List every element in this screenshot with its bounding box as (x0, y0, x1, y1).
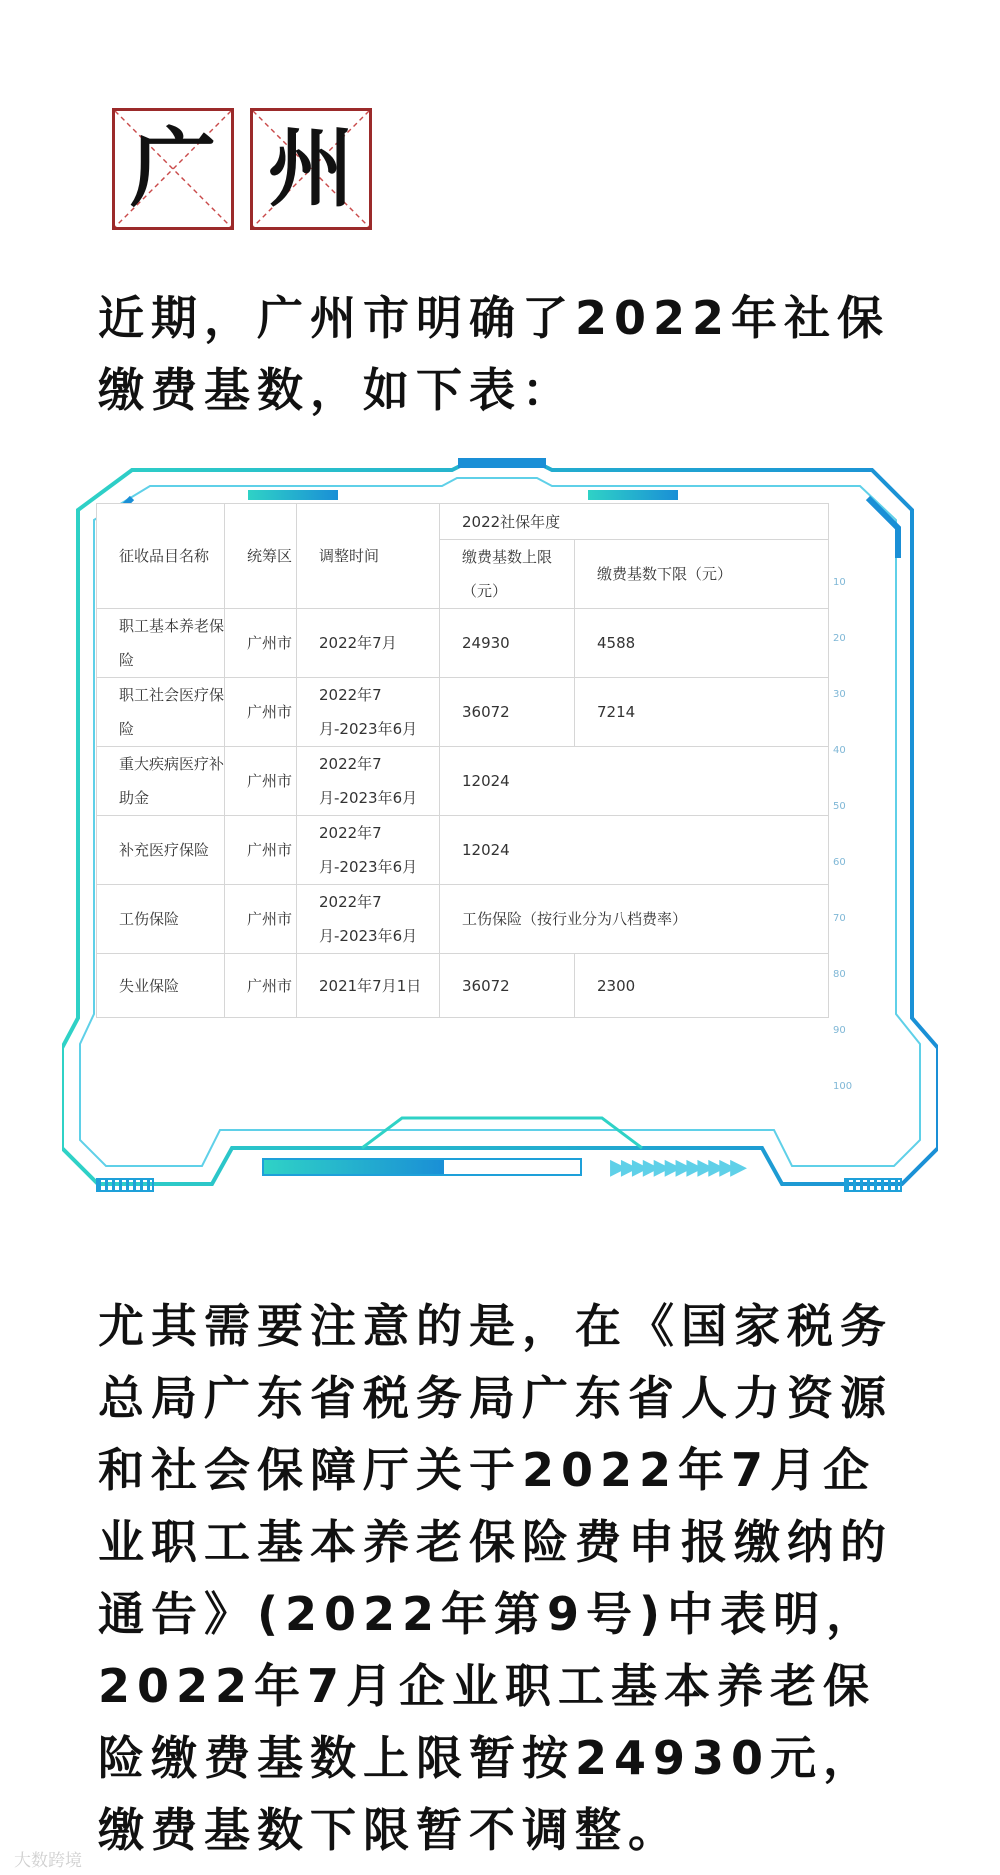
watermark: 大数跨境 (14, 1851, 82, 1871)
cell-upper: 24930 (440, 609, 575, 678)
cell-time: 2022年7月-2023年6月 (297, 747, 440, 816)
title-char-1: 广 (130, 118, 216, 219)
barcode-right-icon (844, 1178, 902, 1192)
header-area: 统筹区 (225, 504, 297, 609)
ruler-label: 100 (833, 1081, 853, 1092)
cell-merged: 12024 (440, 747, 829, 816)
ruler-label: 20 (833, 633, 846, 644)
cell-time: 2022年7月-2023年6月 (297, 816, 440, 885)
table-row (97, 816, 829, 885)
cell-time: 2022年7月-2023年6月 (297, 678, 440, 747)
cell-time: 2022年7月-2023年6月 (297, 885, 440, 954)
progress-fill (264, 1160, 444, 1174)
barcode-left-icon (96, 1178, 154, 1192)
cell-name: 重大疾病医疗补助金 (97, 747, 225, 816)
cell-area: 广州市 (225, 954, 297, 1018)
title-box-2 (250, 108, 372, 230)
cell-area: 广州市 (225, 747, 297, 816)
ruler-label: 50 (833, 801, 846, 812)
notice-paragraph: 尤其需要注意的是，在《国家税务总局广东省税务局广东省人力资源和社会保障厅关于2022年7月企业职工基本养老保险费申报缴纳的通告》(2022年第9号)中表明，2022年7月企业职工基本养老保险缴费基数上限暂按24930元，缴费基数下限暂不调整。 (98, 1299, 893, 1857)
cell-merged: 工伤保险（按行业分为八档费率） (440, 885, 829, 954)
header-adjust-time: 调整时间 (297, 504, 440, 609)
table-row (97, 954, 829, 1018)
ruler-label: 30 (833, 689, 846, 700)
cell-lower: 7214 (575, 678, 829, 747)
ruler-label: 10 (833, 577, 846, 588)
cell-lower: 4588 (575, 609, 829, 678)
cell-name: 职工社会医疗保险 (97, 678, 225, 747)
cell-area: 广州市 (225, 609, 297, 678)
ruler-label: 80 (833, 969, 846, 980)
side-ruler (833, 577, 903, 1097)
cell-lower: 2300 (575, 954, 829, 1018)
arrows-icon: ▶▶▶▶▶▶▶▶▶▶▶▶ (610, 1155, 742, 1180)
header-year: 2022社保年度 (440, 504, 829, 540)
table-row (97, 747, 829, 816)
table-row (97, 609, 829, 678)
table-row (97, 885, 829, 954)
table-row (97, 678, 829, 747)
cell-upper: 36072 (440, 954, 575, 1018)
cell-time: 2022年7月 (297, 609, 440, 678)
header-lower-limit: 缴费基数下限（元） (575, 540, 829, 609)
cell-name: 失业保险 (97, 954, 225, 1018)
cell-time: 2021年7月1日 (297, 954, 440, 1018)
ruler-label: 40 (833, 745, 846, 756)
cell-area: 广州市 (225, 678, 297, 747)
title-box-1 (112, 108, 234, 230)
header-upper-limit: 缴费基数上限（元） (440, 540, 575, 609)
cell-name: 工伤保险 (97, 885, 225, 954)
title-char-2: 州 (268, 118, 354, 219)
social-insurance-table (96, 503, 829, 1018)
cell-name: 补充医疗保险 (97, 816, 225, 885)
decor-progress-bar (262, 1158, 582, 1176)
cell-area: 广州市 (225, 885, 297, 954)
header-item-name: 征收品目名称 (97, 504, 225, 609)
cell-upper: 36072 (440, 678, 575, 747)
title-row (112, 108, 372, 230)
cell-merged: 12024 (440, 816, 829, 885)
ruler-label: 70 (833, 913, 846, 924)
intro-paragraph: 近期，广州市明确了2022年社保缴费基数，如下表： (98, 291, 891, 417)
ruler-label: 60 (833, 857, 846, 868)
cell-name: 职工基本养老保险 (97, 609, 225, 678)
ruler-label: 90 (833, 1025, 846, 1036)
cell-area: 广州市 (225, 816, 297, 885)
table-frame (62, 458, 938, 1208)
